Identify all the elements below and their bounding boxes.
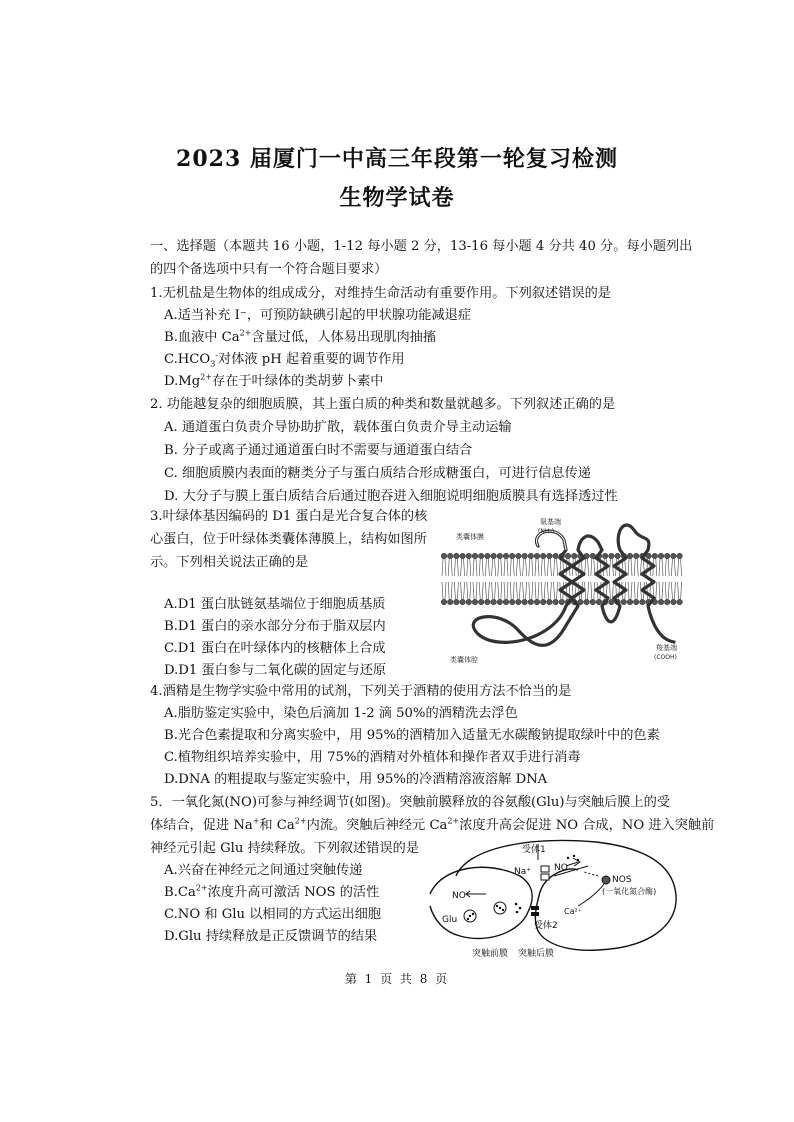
- carboxyl-formula-label: (COOH): [654, 654, 677, 661]
- q4-option-c: C.植物组织培养实验中，用 75%的酒精对外植体和操作者双手进行消毒: [164, 750, 581, 765]
- q3-stem-line-2: 心蛋白，位于叶绿体类囊体薄膜上，结构如图所: [150, 532, 427, 547]
- q2-option-d: D. 大分子与膜上蛋白质结合后通过胞吞进入细胞说明细胞质膜具有选择透过性: [164, 489, 618, 504]
- carboxyl-terminal-label: 羧基端: [656, 644, 677, 652]
- section-intro-line-2: 的四个备选项中只有一个符合题目要求）: [150, 262, 388, 277]
- exam-title: 2023 届厦门一中高三年段第一轮复习检测: [176, 146, 618, 172]
- q5-option-c: C.NO 和 Glu 以相同的方式运出细胞: [164, 907, 382, 922]
- receptor1-shape: [541, 866, 549, 872]
- q2-option-a: A. 通道蛋白负责介导协助扩散，载体蛋白负责介导主动运输: [164, 420, 512, 435]
- q4-stem: 4.酒精是生物学实验中常用的试剂，下列关于酒精的使用方法不恰当的是: [150, 684, 572, 699]
- receptor2-label: 受体2: [534, 921, 558, 931]
- thylakoid-membrane-label: 类囊体膜: [456, 533, 484, 541]
- nos-label: NOS: [612, 875, 632, 885]
- no-synapse-figure: [428, 836, 678, 962]
- calcium-ion-label: Ca²⁺: [564, 907, 582, 916]
- postsynaptic-membrane-label: 突触后膜: [518, 949, 555, 959]
- q5-stem-line-1: 5．一氧化氮(NO)可参与神经调节(如图)。突触前膜释放的谷氨酸(Glu)与突触后膜上的受: [150, 795, 671, 810]
- q1-option-d: $D.Mg^{2+}$存在于叶绿体的类胡萝卜素中: [164, 372, 384, 389]
- exam-subtitle: 生物学试卷: [339, 185, 455, 211]
- q5-option-d: D.Glu 持续释放是正反馈调节的结果: [164, 929, 378, 944]
- sodium-ion-label: Na⁺: [514, 867, 531, 877]
- presynaptic-neuron-outline: [430, 867, 532, 938]
- section-intro-line-1: 一、选择题（本题共 16 小题，1-12 每小题 2 分，13-16 每小题 4 分共 40 分。每小题列出: [150, 239, 693, 254]
- q3-stem-line-1: 3.叶绿体基因编码的 D1 蛋白是光合复合体的核: [150, 509, 428, 524]
- receptor1-label: 受体1: [522, 845, 546, 855]
- q3-option-a: A.D1 蛋白肽链氨基端位于细胞质基质: [164, 597, 386, 612]
- q1-option-a: A.适当补充 I⁻，可预防缺碘引起的甲状腺功能减退症: [164, 308, 472, 323]
- q4-option-d: D.DNA 的粗提取与鉴定实验中，用 95%的冷酒精溶液溶解 DNA: [164, 772, 548, 787]
- d1-protein-figure: [438, 512, 688, 670]
- q5-option-a: A.兴奋在神经元之间通过突触传递: [164, 863, 363, 878]
- no-top-label: NO: [554, 863, 568, 873]
- q5-stem-line-3: 神经元引起 Glu 持续释放。下列叙述错误的是: [150, 841, 420, 856]
- amino-terminal-label: 氨基端: [540, 518, 561, 526]
- q4-option-b: B.光合色素提取和分离实验中，用 95%的酒精加入适量无水碳酸钠提取绿叶中的色素: [164, 728, 660, 743]
- q3-stem-line-3: 示。下列相关说法正确的是: [150, 555, 309, 570]
- q1-option-b: B.血液中 $Ca^{2+}$含量过低，人体易出现肌肉抽搐: [164, 328, 437, 345]
- q2-option-b: B. 分子或离子通过通道蛋白时不需要与通道蛋白结合: [164, 443, 473, 458]
- no-left-label: NO: [452, 891, 466, 901]
- page-footer: 第 1 页 共 8 页: [344, 972, 450, 986]
- amino-formula-label: (NH₂): [538, 528, 555, 535]
- presynaptic-membrane-label: 突触前膜: [472, 949, 509, 959]
- nos-note-label: (一氧化氮合酶): [602, 887, 657, 896]
- d1-protein-chain: [473, 525, 674, 645]
- q3-option-d: D.D1 蛋白参与二氧化碳的固定与还原: [164, 663, 387, 678]
- q3-option-c: C.D1 蛋白在叶绿体内的核糖体上合成: [164, 641, 386, 656]
- q5-stem-line-2: 体结合，促进 Na+和 $Ca^{2+}$内流。突触后神经元 $Ca^{2+}$浓度升高会促进 NO 合成，NO 进入突触前: [150, 816, 715, 833]
- q4-option-a: A.脂肪鉴定实验中，染色后滴加 1-2 滴 50%的酒精洗去浮色: [164, 706, 518, 721]
- q2-option-c: C. 细胞质膜内表面的糖类分子与蛋白质结合形成糖蛋白，可进行信息传递: [164, 466, 591, 481]
- q1-stem: 1.无机盐是生物体的组成成分，对维持生命活动有重要作用。下列叙述错误的是: [150, 286, 611, 301]
- q2-stem: 2. 功能越复杂的细胞质膜，其上蛋白质的种类和数量就越多。下列叙述正确的是: [150, 397, 616, 412]
- q3-option-b: B.D1 蛋白的亲水部分分布于脂双层内: [164, 619, 386, 634]
- glu-label: Glu: [442, 915, 458, 925]
- q1-option-c: $C.HCO_3^-$对体液 pH 起着重要的调节作用: [164, 350, 405, 369]
- q5-option-b: $B.Ca^{2+}$浓度升高可激活 NOS 的活性: [164, 883, 380, 900]
- thylakoid-lumen-label: 类囊体腔: [450, 656, 478, 664]
